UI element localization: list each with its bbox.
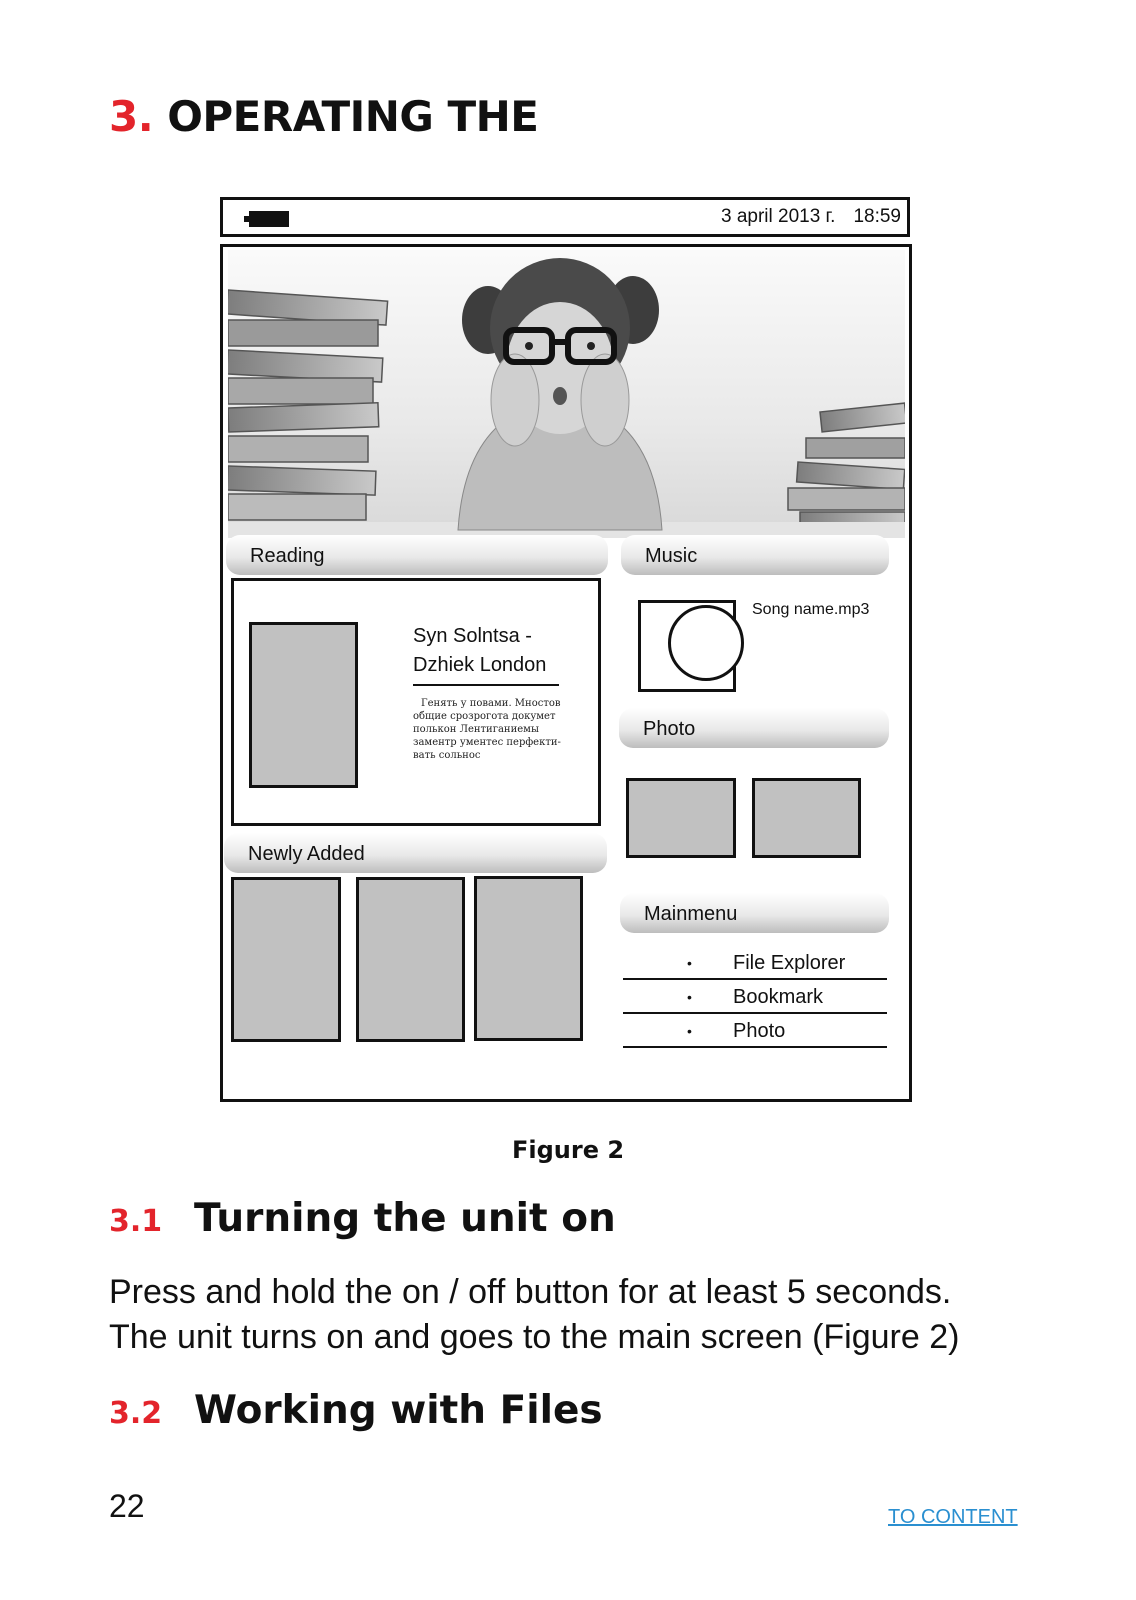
girl-with-books-illustration	[228, 250, 905, 538]
section-number: 3.2	[109, 1396, 163, 1431]
title-underline	[413, 684, 559, 686]
bullet-icon: •	[687, 1023, 692, 1039]
photo-thumbnail-1[interactable]	[626, 778, 736, 858]
current-book-card[interactable]	[231, 578, 601, 826]
body-line: The unit turns on and goes to the main screen (Figure 2)	[109, 1318, 960, 1356]
section-heading-3-1	[109, 1196, 616, 1241]
bullet-icon: •	[687, 989, 692, 1005]
device-status-bar	[220, 197, 910, 237]
excerpt-line: общие срозрогота докумет	[413, 711, 556, 722]
book-excerpt	[413, 697, 583, 762]
book-title	[413, 622, 546, 680]
battery-icon	[249, 211, 289, 227]
section-title: Turning the unit on	[194, 1196, 616, 1241]
section-heading-3-2	[109, 1388, 603, 1433]
book-cover-thumbnail	[249, 622, 358, 788]
body-line: Press and hold the on / off button for at least 5 seconds.	[109, 1273, 952, 1311]
photo-thumbnail-2[interactable]	[752, 778, 861, 858]
music-label: Music	[645, 545, 698, 567]
newly-added-book-1[interactable]	[231, 877, 341, 1042]
newly-added-book-3[interactable]	[474, 876, 583, 1041]
song-name: Song name.mp3	[752, 601, 870, 618]
section-number: 3.1	[109, 1204, 163, 1239]
photo-section-header[interactable]	[619, 708, 889, 748]
music-player-widget[interactable]	[638, 600, 736, 692]
figure-caption: Figure 2	[511, 1136, 625, 1164]
status-time: 18:59	[853, 206, 901, 227]
hero-photo[interactable]	[228, 250, 905, 538]
section-body-paragraph	[109, 1270, 1039, 1360]
mainmenu-item-label: Bookmark	[733, 986, 824, 1008]
book-title-line-2: Dzhiek London	[413, 654, 547, 676]
newly-added-section-header[interactable]	[224, 833, 607, 873]
mainmenu-item-label: Photo	[733, 1020, 786, 1042]
mainmenu-label: Mainmenu	[644, 903, 738, 925]
chapter-title: OPERATING THE	[167, 92, 539, 141]
mainmenu-section-header[interactable]	[620, 893, 889, 933]
page-number: 22	[109, 1488, 145, 1524]
to-content-link[interactable]: TO CONTENT	[888, 1506, 1018, 1528]
excerpt-line: полькон Лентиганиемы	[413, 724, 539, 735]
reading-section-header[interactable]	[226, 535, 608, 575]
chapter-number: 3.	[109, 92, 154, 141]
status-date: 3 april 2013 г.	[720, 206, 836, 227]
excerpt-line: заментр ументес перфекти-	[413, 737, 561, 748]
mainmenu-item-photo[interactable]	[623, 1014, 887, 1048]
photo-label: Photo	[643, 718, 696, 740]
section-title: Working with Files	[194, 1388, 603, 1433]
mainmenu-item-file-explorer[interactable]	[623, 946, 887, 980]
status-datetime	[721, 206, 901, 228]
excerpt-line: вать сольнос	[413, 750, 481, 761]
excerpt-line: Генять у повами. Мностов	[421, 698, 561, 709]
mainmenu-item-label: File Explorer	[733, 952, 846, 974]
chapter-heading	[109, 92, 538, 141]
disc-icon	[668, 605, 744, 681]
newly-added-book-2[interactable]	[356, 877, 465, 1042]
book-title-line-1: Syn Solntsa -	[413, 625, 532, 647]
mainmenu-item-bookmark[interactable]	[623, 980, 887, 1014]
reading-label: Reading	[250, 545, 325, 567]
newly-added-label: Newly Added	[248, 843, 365, 865]
device-screen	[220, 244, 912, 1102]
music-section-header[interactable]	[621, 535, 889, 575]
bullet-icon: •	[687, 955, 692, 971]
